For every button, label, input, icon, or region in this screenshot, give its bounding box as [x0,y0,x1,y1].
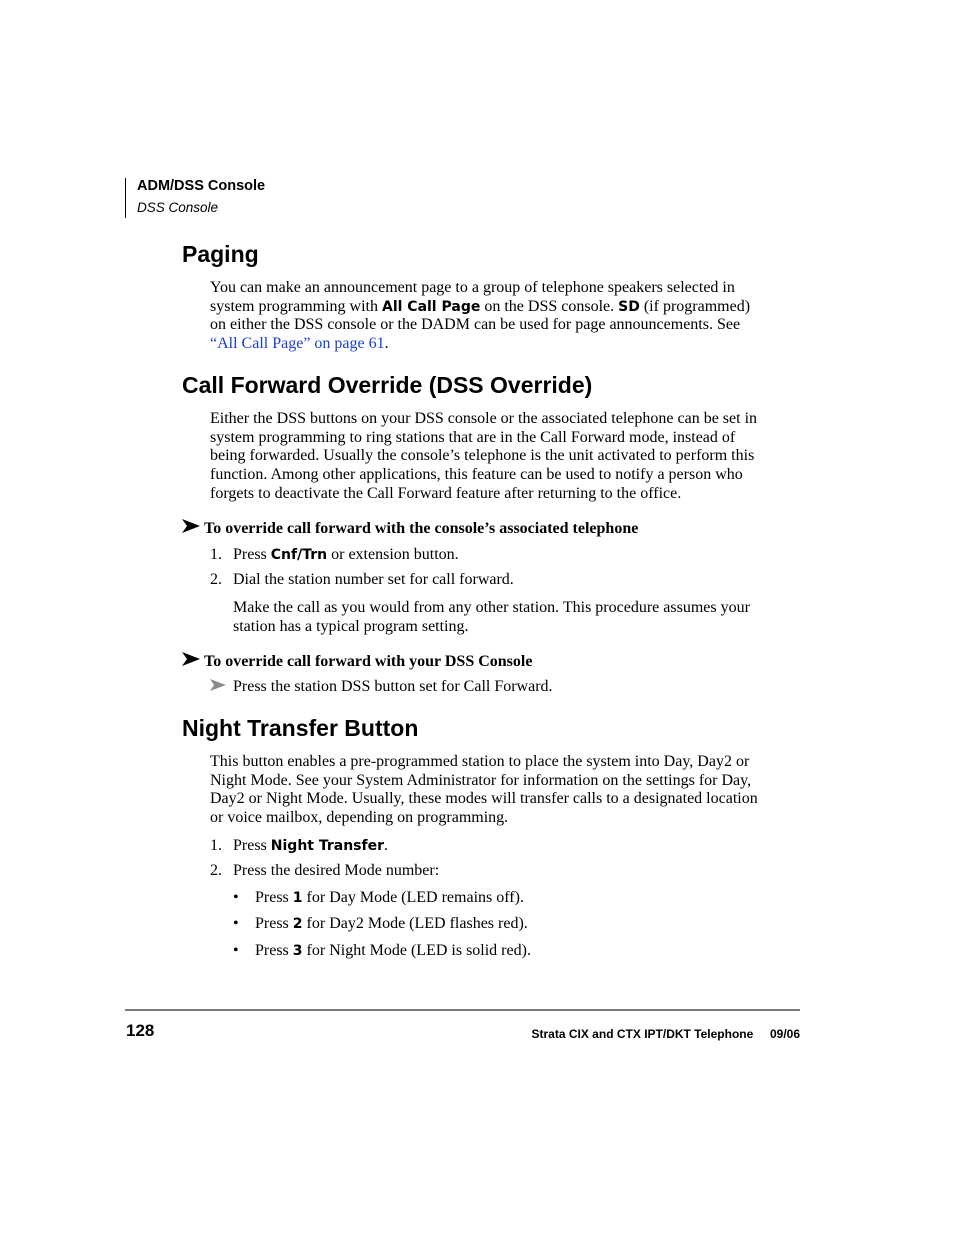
step-1 [210,546,459,564]
step-arrow-icon [210,678,233,696]
step-number: 1. [210,546,222,563]
key-3: 3 [292,943,303,959]
paging-line [210,335,805,354]
key-2: 2 [292,916,303,932]
cfo-line: Either the DSS buttons on your DSS console or the associated telephone can be set in [210,410,758,427]
step-2 [210,862,439,880]
paging-paragraph [210,279,805,354]
night-line: Day2 or Night Mode. Usually, these modes will transfer calls to a designated location [210,790,758,808]
cfo-paragraph [210,410,805,504]
procedure-heading [182,652,532,671]
cfo-line: system programming to ring stations that are in the Call Forward mode, instead of [210,428,736,446]
key-cnf-trn: Cnf/Trn [270,547,328,563]
step-1 [210,837,388,855]
text: Press [255,915,293,932]
single-step [210,678,553,696]
arrow-icon [182,652,204,671]
procedure-heading [182,519,638,538]
text: Press the desired Mode number: [233,862,440,879]
text: Press [255,889,293,906]
night-line: This button enables a pre-programmed station to place the system into Day, Day2 or [210,753,750,770]
text: or extension button. [327,546,459,563]
bullet-item [233,915,528,933]
arrow-icon [182,519,204,538]
key-all-call-page: All Call Page [381,298,481,315]
bullet-icon: • [233,942,239,959]
night-line: Night Mode. See your System Administrator for information on the settings for Day, [210,771,752,789]
text: on the DSS console. [480,297,619,315]
text: for Night Mode (LED is solid red). [302,942,531,959]
step-number: 2. [210,862,222,879]
bullet-icon: • [233,915,239,932]
bullet-item [233,889,524,907]
text: for Day2 Mode (LED flashes red). [302,915,528,932]
step-2 [210,571,514,589]
text: . [384,335,389,353]
procedure-title: To override call forward with your DSS Console [204,652,533,670]
footer-text: Strata CIX and CTX IPT/DKT Telephone 09/06 [531,1027,800,1041]
text: Press [255,942,293,959]
running-header-subtitle: DSS Console [137,200,219,215]
header-rule [125,178,126,218]
text: Dial the station number set for call forward. [233,571,514,588]
bullet-item [233,942,531,960]
paging-line [210,298,805,317]
link-all-call-page[interactable]: “All Call Page” on page 61 [210,335,385,353]
note-line: station has a typical program setting. [233,617,469,635]
heading-paging: Paging [182,241,259,267]
footer-rule [125,1009,800,1011]
running-header-title: ADM/DSS Console [137,178,266,194]
note-line: Make the call as you would from any other station. This procedure assumes your [233,599,750,616]
text: system programming with [210,297,382,315]
step-number: 2. [210,571,222,588]
night-paragraph [210,753,805,828]
bullet-icon: • [233,889,239,906]
paging-line: You can make an announcement page to a group of telephone speakers selected in [210,279,735,296]
text: Press the station DSS button set for Call Forward. [233,678,553,695]
step-number: 1. [210,837,222,854]
text: (if programmed) [639,297,751,315]
heading-night-transfer: Night Transfer Button [182,715,419,741]
paging-line: on either the DSS console or the DADM can be used for page announcements. See [210,316,741,334]
night-line: or voice mailbox, depending on programming. [210,809,509,827]
page-number: 128 [126,1021,155,1040]
text: Press [233,546,271,563]
procedure-title: To override call forward with the console’s associated telephone [204,519,639,537]
cfo-line: being forwarded. Usually the console’s telephone is the unit activated to perform this [210,447,755,465]
text: . [384,837,389,854]
procedure-note [233,599,803,636]
cfo-line: forgets to deactivate the Call Forward feature after returning to the office. [210,484,682,502]
key-night-transfer: Night Transfer [270,838,385,854]
heading-call-forward-override: Call Forward Override (DSS Override) [182,372,593,398]
cfo-line: function. Among other applications, this feature can be used to notify a person who [210,466,743,484]
key-sd: SD [618,298,640,315]
key-1: 1 [292,890,303,906]
text: for Day Mode (LED remains off). [302,889,524,906]
text: Press [233,837,271,854]
